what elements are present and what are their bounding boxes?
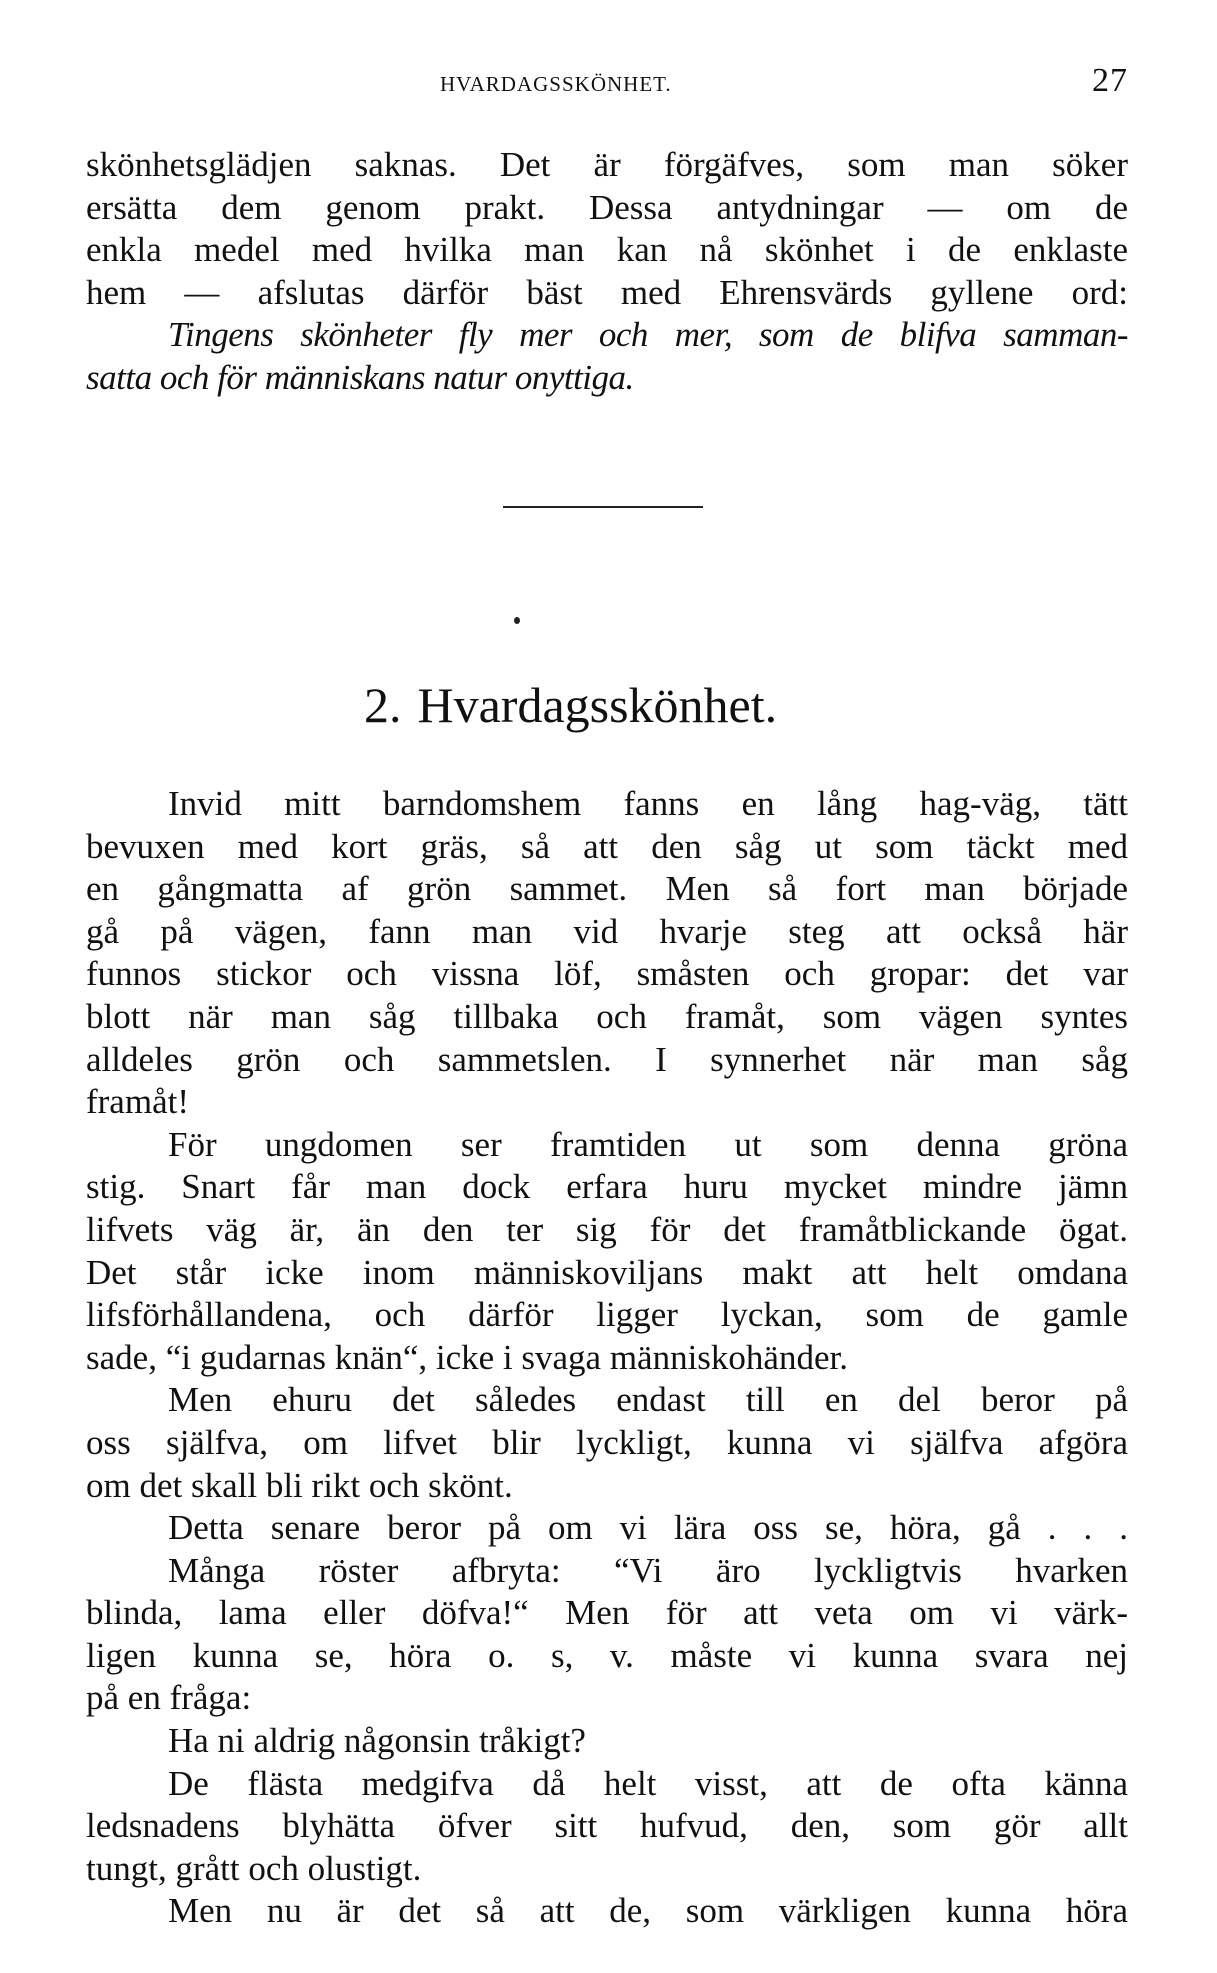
text-line: stig. Snart får man dock erfara huru mycket mindre jämn <box>86 1167 1128 1207</box>
body-text <box>86 783 1128 1933</box>
paragraph <box>86 1379 1128 1507</box>
intro-text <box>86 144 1128 400</box>
running-title: HVARDAGSSKÖNHET. <box>440 72 672 96</box>
paragraph <box>86 144 1128 314</box>
text-line: tungt, grått och olustigt. <box>86 1848 422 1888</box>
text-line: Men nu är det så att de, som värkligen kunna höra <box>168 1891 1128 1931</box>
text-line: blott när man såg tillbaka och framåt, som vägen syntes <box>86 996 1128 1036</box>
chapter-heading <box>364 676 793 734</box>
paragraph <box>86 1720 1128 1763</box>
text-line: oss själfva, om lifvet blir lyckligt, kunna vi själfva afgöra <box>86 1422 1128 1462</box>
section-divider <box>503 506 703 508</box>
text-line: satta och för människans natur onyttiga. <box>86 357 634 397</box>
text-line: sade, “i gudarnas knän“, icke i svaga människohänder. <box>86 1337 848 1377</box>
text-line: De flästa medgifva då helt visst, att de ofta känna <box>168 1763 1128 1803</box>
text-line: Många röster afbryta: “Vi äro lyckligtvis hvarken <box>168 1550 1128 1590</box>
text-line: funnos stickor och vissna löf, småsten och gropar: det var <box>86 954 1128 994</box>
text-line: enkla medel med hvilka man kan nå skönhet i de enklaste <box>86 230 1128 270</box>
text-line: ligen kunna se, höra o. s, v. måste vi kunna svara nej <box>86 1635 1128 1675</box>
text-line: Invid mitt barndomshem fanns en lång hag-väg, tätt <box>168 784 1128 823</box>
text-line: lifsförhållandena, och därför ligger lyckan, som de gamle <box>86 1295 1128 1335</box>
ornament-dot <box>514 617 520 624</box>
text-line: Men ehuru det således endast till en del beror på <box>168 1380 1128 1420</box>
page-number: 27 <box>1092 62 1128 99</box>
text-line: Ha ni aldrig någonsin tråkigt? <box>168 1721 586 1761</box>
chapter-number: 2. <box>364 677 402 733</box>
text-line: Det står icke inom människoviljans makt att helt omdana <box>86 1252 1128 1292</box>
text-line: För ungdomen ser framtiden ut som denna gröna <box>168 1124 1128 1164</box>
text-line: på en fråga: <box>86 1678 252 1718</box>
paragraph <box>86 1890 1128 1933</box>
text-line: ersätta dem genom prakt. Dessa antydningar — om de <box>86 187 1128 227</box>
paragraph <box>86 314 1128 399</box>
paragraph <box>86 1763 1128 1891</box>
text-line: om det skall bli rikt och skönt. <box>86 1465 513 1505</box>
text-line: Detta senare beror på om vi lära oss se, höra, gå . . . <box>168 1508 1128 1548</box>
paragraph <box>86 1550 1128 1720</box>
text-line: lifvets väg är, än den ter sig för det framåtblickande ögat. <box>86 1209 1128 1249</box>
text-line: bevuxen med kort gräs, så att den såg ut som täckt med <box>86 826 1128 866</box>
text-line: hem — afslutas därför bäst med Ehrensvärds gyllene ord: <box>86 272 1128 312</box>
text-line: gå på vägen, fann man vid hvarje steg att också här <box>86 911 1128 951</box>
text-line: blinda, lama eller döfva!“ Men för att veta om vi värk- <box>86 1593 1128 1633</box>
paragraph <box>86 1124 1128 1380</box>
text-line: framåt! <box>86 1082 189 1122</box>
text-line: alldeles grön och sammetslen. I synnerhet när man såg <box>86 1039 1128 1079</box>
paragraph <box>86 783 1128 1124</box>
text-line: skönhetsglädjen saknas. Det är förgäfves, som man söker <box>86 145 1128 184</box>
chapter-title: Hvardagsskönhet. <box>417 677 778 733</box>
text-line: Tingens skönheter fly mer och mer, som de blifva samman- <box>168 315 1128 355</box>
paragraph <box>86 1507 1128 1550</box>
text-line: ledsnadens blyhätta öfver sitt hufvud, den, som gör allt <box>86 1806 1128 1846</box>
text-line: en gångmatta af grön sammet. Men så fort man började <box>86 869 1128 909</box>
